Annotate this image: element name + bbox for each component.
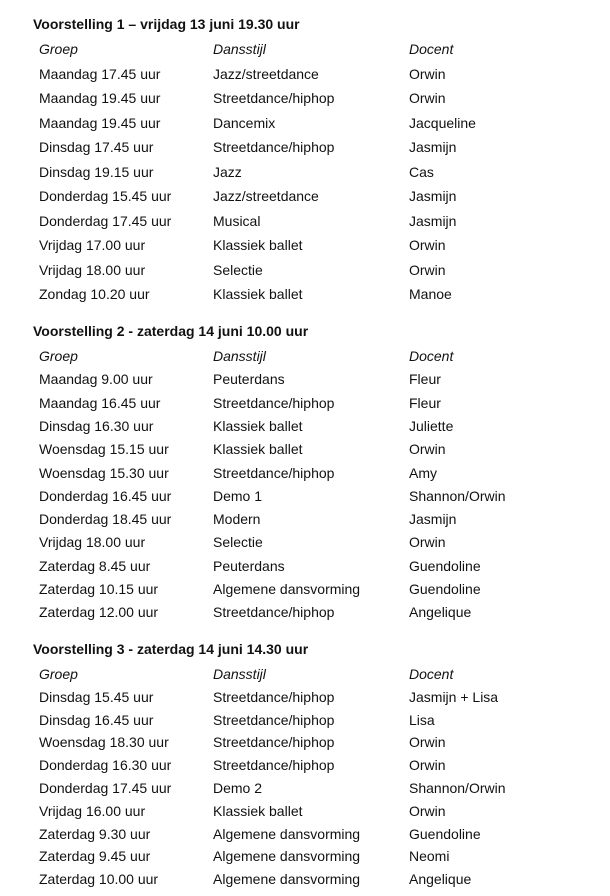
cell-docent: Guendoline	[409, 825, 481, 842]
cell-groep: Donderdag 16.45 uur	[39, 487, 172, 504]
table-row	[0, 114, 610, 134]
column-header-docent: Docent	[409, 41, 454, 57]
cell-docent: Jasmijn	[409, 188, 457, 204]
cell-groep: Vrijdag 17.00 uur	[39, 237, 146, 253]
cell-docent: Juliette	[409, 417, 454, 434]
column-header-dansstijl: Dansstijl	[213, 348, 266, 364]
cell-dansstijl: Modern	[213, 511, 261, 528]
table-row	[0, 65, 610, 85]
table-row	[0, 163, 610, 183]
table-row	[0, 779, 610, 799]
table-row	[0, 711, 610, 731]
cell-dansstijl: Streetdance/hiphop	[213, 464, 335, 481]
cell-docent: Orwin	[409, 734, 446, 751]
cell-docent: Angelique	[409, 604, 472, 621]
cell-groep: Dinsdag 19.15 uur	[39, 163, 154, 180]
cell-dansstijl: Streetdance/hiphop	[213, 604, 335, 621]
cell-dansstijl: Klassiek ballet	[213, 802, 303, 819]
cell-groep: Dinsdag 17.45 uur	[39, 139, 154, 155]
cell-docent: Shannon/Orwin	[409, 780, 506, 796]
cell-dansstijl: Dancemix	[213, 114, 276, 131]
cell-docent: Jacqueline	[409, 114, 476, 131]
table-row	[0, 533, 610, 553]
table-row	[0, 261, 610, 281]
cell-docent: Orwin	[409, 802, 446, 819]
cell-dansstijl: Streetdance/hiphop	[213, 90, 335, 106]
table-row	[0, 285, 610, 305]
cell-dansstijl: Klassiek ballet	[213, 417, 303, 434]
cell-dansstijl: Demo 2	[213, 780, 263, 796]
cell-groep: Zaterdag 9.30 uur	[39, 825, 151, 842]
cell-dansstijl: Peuterdans	[213, 371, 285, 388]
cell-groep: Vrijdag 18.00 uur	[39, 534, 146, 551]
cell-docent: Fleur	[409, 371, 441, 388]
cell-groep: Donderdag 17.45 uur	[39, 212, 172, 229]
cell-dansstijl: Klassiek ballet	[213, 286, 303, 302]
cell-dansstijl: Algemene dansvorming	[213, 848, 361, 865]
table-row	[0, 236, 610, 256]
column-header-row	[0, 40, 610, 60]
cell-groep: Dinsdag 16.30 uur	[39, 417, 154, 434]
table-row	[0, 370, 610, 390]
cell-groep: Woensdag 15.30 uur	[39, 464, 169, 481]
cell-dansstijl: Algemene dansvorming	[213, 871, 361, 888]
cell-dansstijl: Klassiek ballet	[213, 441, 303, 458]
table-row	[0, 510, 610, 530]
cell-docent: Guendoline	[409, 581, 481, 597]
table-row	[0, 394, 610, 414]
cell-docent: Cas	[409, 163, 434, 180]
cell-groep: Woensdag 18.30 uur	[39, 734, 169, 751]
cell-dansstijl: Streetdance/hiphop	[213, 688, 335, 705]
cell-docent: Orwin	[409, 534, 446, 551]
table-row	[0, 870, 610, 890]
cell-docent: Angelique	[409, 871, 472, 888]
column-header-dansstijl: Dansstijl	[213, 41, 266, 57]
cell-groep: Maandag 19.45 uur	[39, 114, 161, 131]
cell-dansstijl: Streetdance/hiphop	[213, 394, 335, 411]
cell-docent: Orwin	[409, 65, 446, 82]
table-row	[0, 557, 610, 577]
section-title: Voorstelling 2 - zaterdag 14 juni 10.00 uur	[33, 323, 309, 339]
cell-groep: Zaterdag 10.00 uur	[39, 871, 159, 888]
cell-docent: Amy	[409, 464, 437, 481]
cell-groep: Donderdag 15.45 uur	[39, 188, 172, 204]
cell-dansstijl: Demo 1	[213, 487, 263, 504]
column-header-docent: Docent	[409, 348, 454, 364]
cell-dansstijl: Streetdance/hiphop	[213, 757, 335, 774]
cell-groep: Donderdag 18.45 uur	[39, 511, 172, 528]
cell-docent: Lisa	[409, 711, 435, 728]
table-row	[0, 487, 610, 507]
cell-groep: Zaterdag 9.45 uur	[39, 848, 151, 865]
cell-docent: Orwin	[409, 757, 446, 774]
cell-dansstijl: Jazz/streetdance	[213, 188, 319, 204]
cell-docent: Jasmijn	[409, 511, 457, 528]
table-row	[0, 440, 610, 460]
table-row	[0, 733, 610, 753]
cell-docent: Jasmijn	[409, 212, 457, 229]
cell-docent: Shannon/Orwin	[409, 487, 506, 504]
cell-docent: Orwin	[409, 261, 446, 278]
cell-dansstijl: Streetdance/hiphop	[213, 711, 335, 728]
cell-groep: Maandag 19.45 uur	[39, 90, 161, 106]
table-row	[0, 688, 610, 708]
table-row	[0, 417, 610, 437]
column-header-groep: Groep	[39, 41, 78, 57]
table-row	[0, 89, 610, 109]
cell-docent: Jasmijn + Lisa	[409, 688, 499, 705]
cell-dansstijl: Algemene dansvorming	[213, 581, 361, 597]
table-row	[0, 756, 610, 776]
section-title: Voorstelling 3 - zaterdag 14 juni 14.30 uur	[33, 641, 309, 657]
cell-dansstijl: Jazz/streetdance	[213, 65, 319, 82]
cell-groep: Zaterdag 12.00 uur	[39, 604, 159, 621]
column-header-dansstijl: Dansstijl	[213, 666, 266, 682]
cell-groep: Maandag 9.00 uur	[39, 371, 153, 388]
cell-docent: Neomi	[409, 848, 450, 865]
cell-dansstijl: Jazz	[213, 163, 242, 180]
cell-groep: Zaterdag 8.45 uur	[39, 557, 151, 574]
column-header-row	[0, 665, 610, 685]
cell-docent: Fleur	[409, 394, 441, 411]
cell-groep: Dinsdag 16.45 uur	[39, 711, 154, 728]
column-header-row	[0, 347, 610, 367]
cell-dansstijl: Selectie	[213, 261, 263, 278]
cell-groep: Zaterdag 10.15 uur	[39, 581, 159, 597]
cell-groep: Dinsdag 15.45 uur	[39, 688, 154, 705]
table-row	[0, 187, 610, 207]
cell-dansstijl: Musical	[213, 212, 261, 229]
cell-groep: Zondag 10.20 uur	[39, 286, 150, 302]
cell-groep: Maandag 16.45 uur	[39, 394, 161, 411]
cell-docent: Jasmijn	[409, 139, 457, 155]
cell-groep: Vrijdag 16.00 uur	[39, 802, 146, 819]
table-row	[0, 825, 610, 845]
cell-docent: Manoe	[409, 286, 452, 302]
cell-groep: Woensdag 15.15 uur	[39, 441, 169, 458]
cell-dansstijl: Algemene dansvorming	[213, 825, 361, 842]
column-header-groep: Groep	[39, 348, 78, 364]
cell-groep: Maandag 17.45 uur	[39, 65, 161, 82]
table-row	[0, 802, 610, 822]
section-title: Voorstelling 1 – vrijdag 13 juni 19.30 uur	[33, 16, 300, 32]
cell-groep: Donderdag 16.30 uur	[39, 757, 172, 774]
table-row	[0, 464, 610, 484]
cell-dansstijl: Selectie	[213, 534, 263, 551]
column-header-docent: Docent	[409, 666, 454, 682]
cell-groep: Donderdag 17.45 uur	[39, 780, 172, 796]
table-row	[0, 580, 610, 600]
cell-dansstijl: Streetdance/hiphop	[213, 139, 335, 155]
cell-docent: Orwin	[409, 237, 446, 253]
cell-docent: Orwin	[409, 90, 446, 106]
table-row	[0, 212, 610, 232]
cell-docent: Guendoline	[409, 557, 481, 574]
cell-groep: Vrijdag 18.00 uur	[39, 261, 146, 278]
column-header-groep: Groep	[39, 666, 78, 682]
cell-dansstijl: Streetdance/hiphop	[213, 734, 335, 751]
cell-dansstijl: Peuterdans	[213, 557, 285, 574]
cell-dansstijl: Klassiek ballet	[213, 237, 303, 253]
table-row	[0, 847, 610, 867]
cell-docent: Orwin	[409, 441, 446, 458]
table-row	[0, 603, 610, 623]
table-row	[0, 138, 610, 158]
